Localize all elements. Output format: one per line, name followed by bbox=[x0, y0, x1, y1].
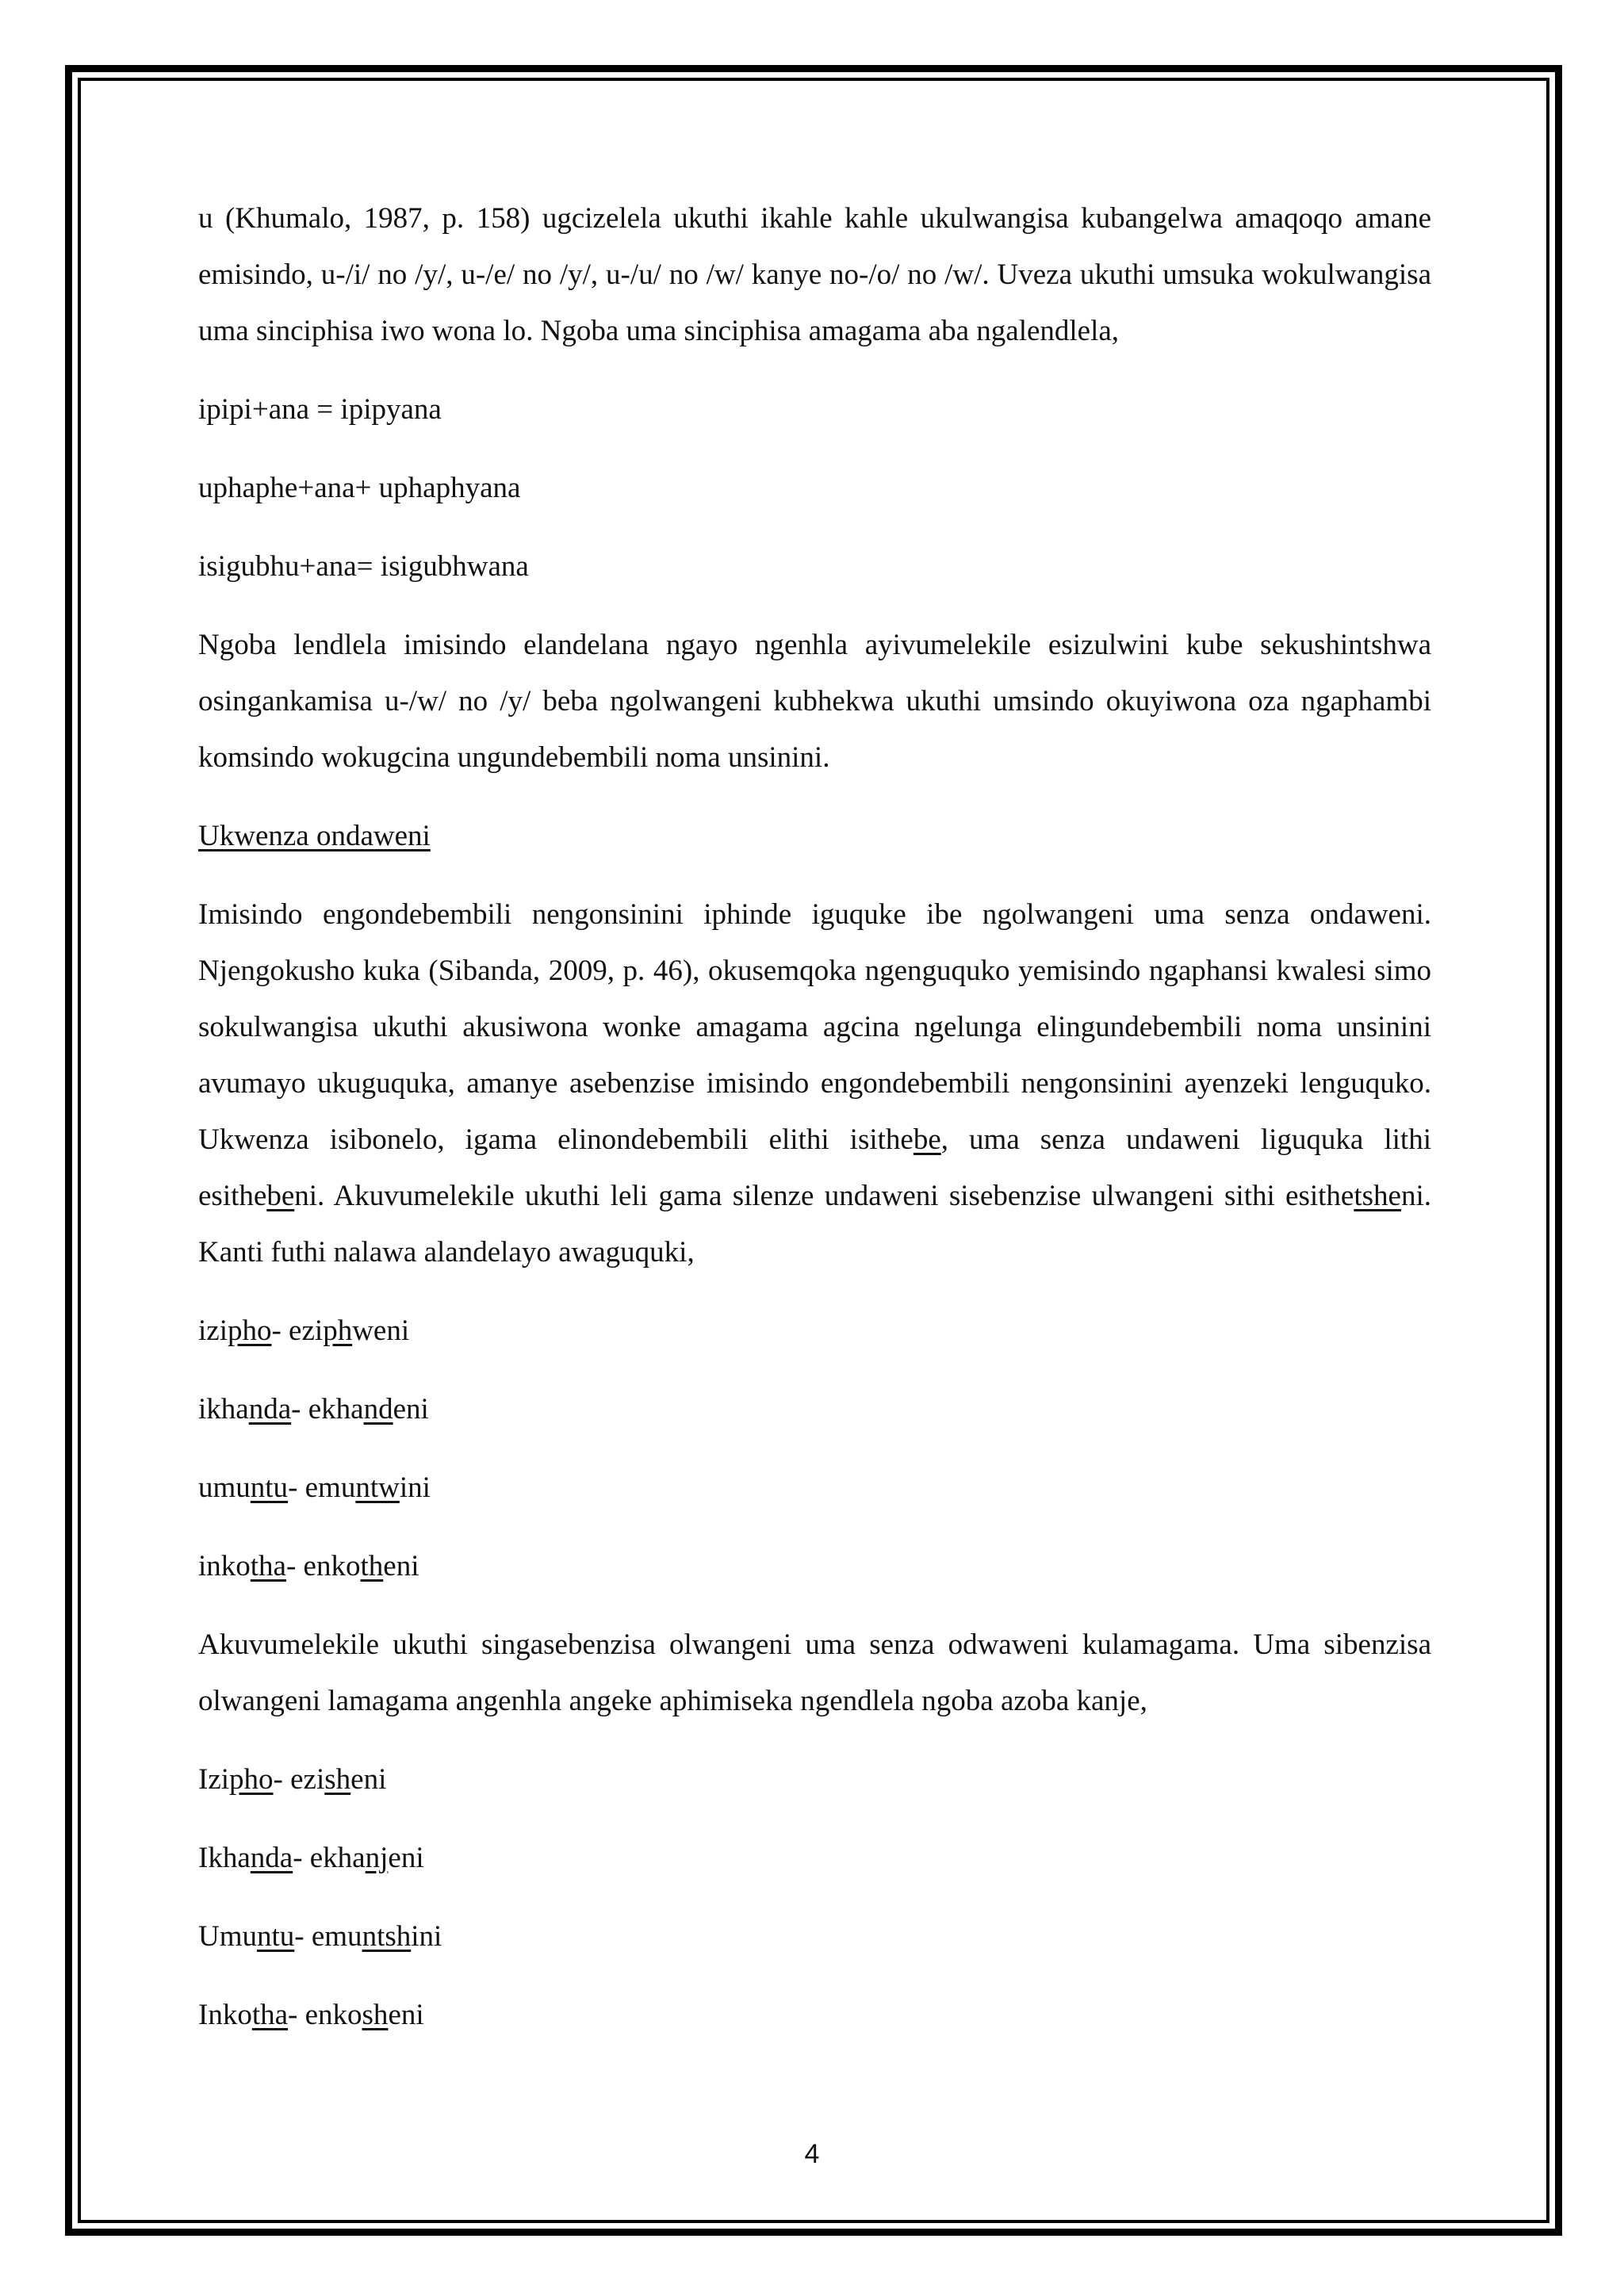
diminutive-example-1: ipipi+ana = ipipyana bbox=[198, 393, 442, 426]
palatalized-example: Ikhanda- ekhanjeni bbox=[198, 1842, 424, 1874]
document-body bbox=[198, 190, 1431, 2065]
paragraph-1: u (Khumalo, 1987, p. 158) ugcizelela ukuthi ikahle kahle ukulwangisa kubangelwa amaqoqo amane emisindo, u-/i/ no /y/, u-/e/ no /y/, u-/u/ no /w/ kanye no-/o/ no /w/. Uveza ukuthi umsuka wokulwangisa uma sinciphisa iwo wona lo. Ngoba uma sinciphisa amagama aba ngalendlela, bbox=[198, 202, 1431, 347]
paragraph-4: Akuvumelekile ukuthi singasebenzisa olwangeni uma senza odwaweni kulamagama. Uma sibenzisa olwangeni lamagama angenhla angeke aphimiseka ngendlela ngoba azoba kanje, bbox=[198, 1628, 1431, 1717]
paragraph-2: Ngoba lendlela imisindo elandelana ngayo ngenhla ayivumelekile esizulwini kube sekushintshwa osingankamisa u-/w/ no /y/ beba ngolwangeni kubhekwa ukuthi umsindo okuyiwona oza ngaphambi komsindo wokugcina ungundebembili noma unsinini. bbox=[198, 629, 1431, 774]
locative-example: inkotha- enkotheni bbox=[198, 1550, 419, 1582]
locative-example: umuntu- emuntwini bbox=[198, 1471, 431, 1504]
palatalized-example: Inkotha- enkosheni bbox=[198, 1999, 424, 2031]
palatalized-example: Umuntu- emuntshini bbox=[198, 1920, 442, 1953]
paragraph-3: Imisindo engondebembili nengonsinini iphinde iguquke ibe ngolwangeni uma senza ondaweni. Njengokusho kuka (Sibanda, 2009, p. 46), okusemqoka ngenguquko yemisindo ngaphansi kwalesi simo sokulwangisa ukuthi akusiwona wonke amagama agcina ngelunga elingundebembili noma unsinini avumayo ukuguquka, amanye asebenzise imisindo engondebembili nengonsinini ayenzeki lenguquko. Ukwenza isibonelo, igama elinondebembili elithi isithebe, uma senza undaweni liguquka lithi esithebeni. Akuvumelekile ukuthi leli gama silenze undaweni sisebenzise ulwangeni sithi esithetsheni. Kanti futhi nalawa alandelayo awaguquki, bbox=[198, 898, 1431, 1269]
section-heading: Ukwenza ondaweni bbox=[198, 820, 431, 852]
palatalized-example: Izipho- ezisheni bbox=[198, 1763, 387, 1796]
diminutive-example-3: isigubhu+ana= isigubhwana bbox=[198, 550, 529, 583]
locative-example: ikhanda- ekhandeni bbox=[198, 1393, 429, 1425]
page-number: 4 bbox=[804, 2139, 820, 2169]
diminutive-example-2: uphaphe+ana+ uphaphyana bbox=[198, 472, 521, 504]
locative-example: izipho- eziphweni bbox=[198, 1314, 410, 1347]
